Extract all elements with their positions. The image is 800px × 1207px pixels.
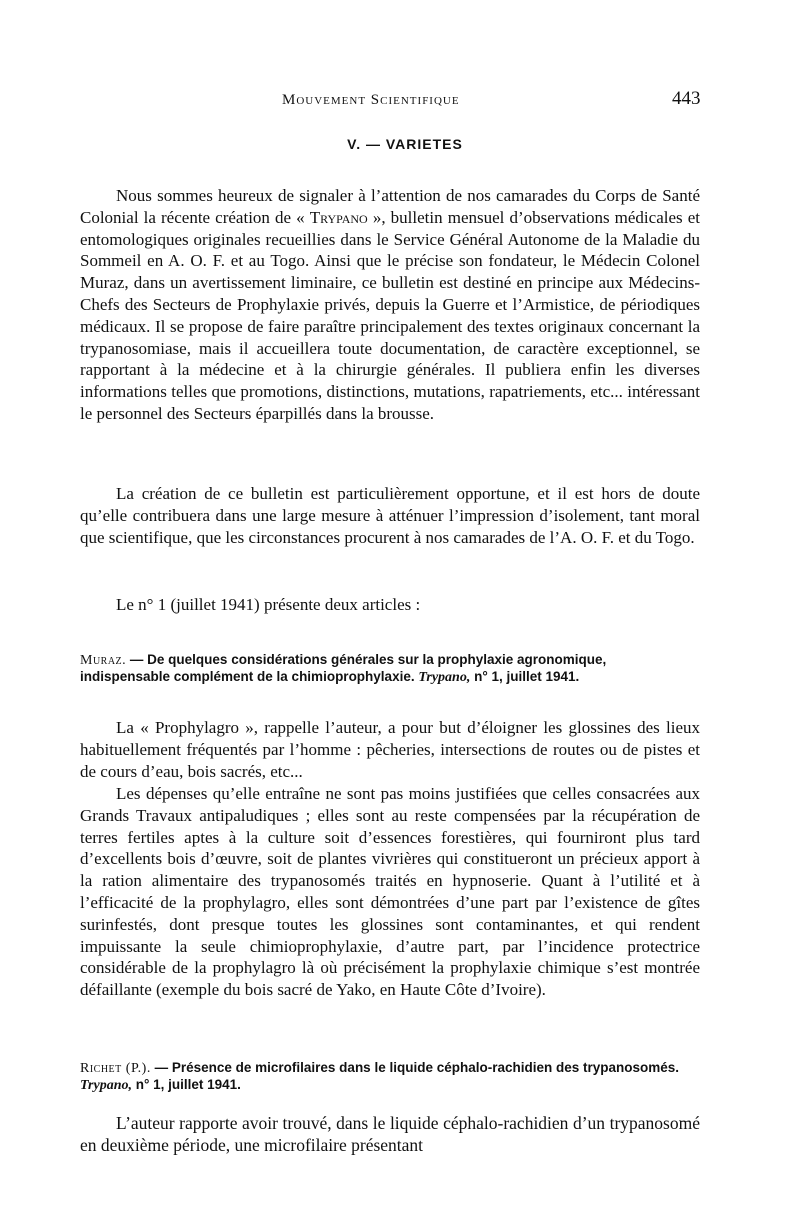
bulletin-name: Trypano [309, 207, 368, 227]
section-title: V. — VARIETES [347, 136, 463, 152]
paragraph-bulletin-opportune: La création de ce bulletin est particulièrement opportune, et il est hors de doute qu’elle contribuera dans une large mesure à atténuer l’impression d’isolement, tant moral que scientifique, que les circonstances procurent à nos camarades de l’A. O. F. et du Togo. [80, 484, 700, 547]
paragraph-trypano-announcement [80, 185, 700, 425]
paragraph-text: », bulletin mensuel d’observations médicales et entomologiques originales recueillies dans le Service Général Autonome de la Maladie du Sommeil en A. O. F. et au Togo. Ainsi que le précise son fondateur, le Médecin Colonel Muraz, dans un avertissement liminaire, ce bulletin est destiné en principe aux Médecins-Chefs des Secteurs de Prophylaxie privés, depuis la Guerre et l’Armistice, de périodiques médicaux. Il se propose de faire paraître principalement des textes originaux concernant la trypanosomiase, mais il accueillera toute documentation, de caractère exceptionnel, se rapportant à la médecine et à la chirurgie générales. Il publiera enfin les diverses informations telles que promotions, distinctions, mutations, rapatriements, etc... intéressant le personnel des Secteurs éparpillés dans la brousse. [80, 207, 700, 423]
reference-richet [80, 1060, 700, 1094]
reference-title: — Présence de microfilaires dans le liquide céphalo-rachidien des trypanosomés. [150, 1060, 680, 1075]
reference-journal: Trypano, [418, 670, 471, 685]
paragraph-issue-contents: Le n° 1 (juillet 1941) présente deux articles : [116, 595, 421, 614]
paragraph-microfilaria-report: L’auteur rapporte avoir trouvé, dans le liquide céphalo-rachidien d’un trypanosomé en deuxième période, une microfilaire présentant [80, 1113, 700, 1155]
reference-title: — De quelques considérations générales sur la prophylaxie agronomique, indispensable complément de la chimioprophylaxie. [80, 652, 607, 684]
page-number: 443 [672, 88, 701, 109]
reference-author: Muraz. [80, 653, 127, 668]
reference-author: Richet (P.). [80, 1061, 151, 1076]
paragraph-text: Nous sommes heureux de signaler à l’attention de nos camarades du Corps de Santé Colonial la récente création de « [80, 186, 700, 227]
reference-muraz [80, 652, 700, 686]
reference-journal: Trypano, [80, 1078, 132, 1093]
reference-info: n° 1, juillet 1941. [131, 1077, 241, 1092]
running-title: Mouvement Scientifique [282, 92, 460, 108]
paragraph-prophylagro-costs: Les dépenses qu’elle entraîne ne sont pas moins justifiées que celles consacrées aux Grands Travaux antipaludiques ; elles sont au reste compensées par la récupération de terres fertiles aptes à la culture soit d’essences forestières, qui fourniront plus tard d’excellents bois d’œuvre, soit de plantes vivrières qui constitueront un précieux apport à la ration alimentaire des trypanosomés traités en hypnoserie. Quant à l’utilité et à l’efficacité de la prophylagro, elles sont démontrées d’une part par l’existence de gîtes surinfestés, dont presque toutes les glossines sont contaminantes, et qui rendent impuissante la seule chimioprophylaxie, d’autre part, par l’incidence protectrice considérable de la prophylagro là où précisément la prophylaxie chimique s’est montrée défaillante (exemple du bois sacré de Yako, en Haute Côte d’Ivoire). [80, 784, 700, 1000]
reference-info: n° 1, juillet 1941. [470, 669, 580, 684]
paragraph-prophylagro-aim: La « Prophylagro », rappelle l’auteur, a pour but d’éloigner les glossines des lieux habituellement fréquentés par l’homme : pêcheries, intersections de routes ou de pistes et de cours d’eau, bois sacrés, etc... [80, 718, 700, 781]
running-head [0, 88, 800, 116]
